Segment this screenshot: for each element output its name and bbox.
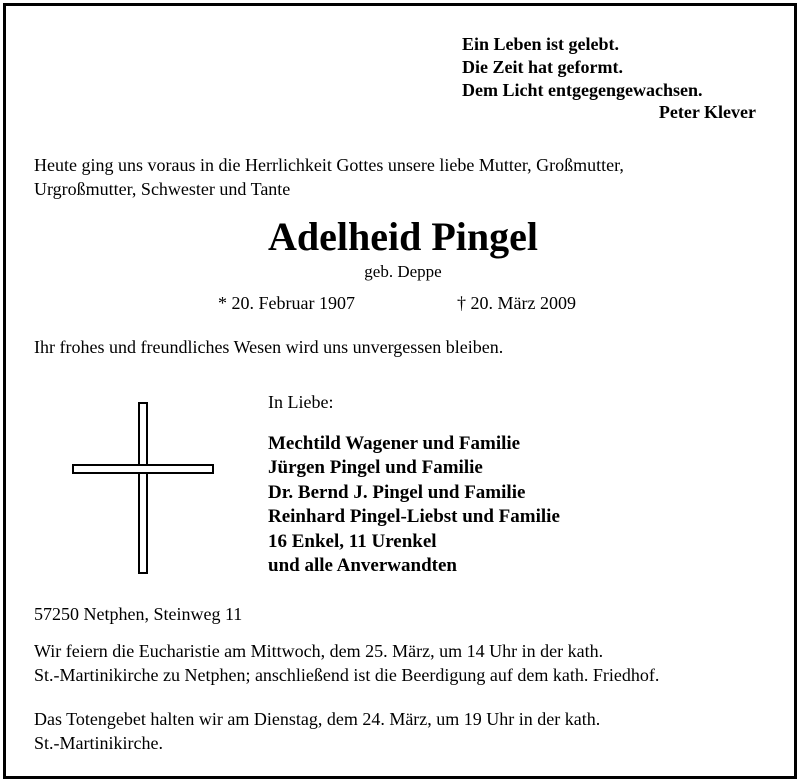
service-line: Wir feiern die Eucharistie am Mittwoch, dem 25. März, um 14 Uhr in der kath. <box>34 641 604 661</box>
birth-date: * 20. Februar 1907 <box>218 293 355 313</box>
family-address: 57250 Netphen, Steinweg 11 <box>34 604 243 624</box>
in-love-label: In Liebe: <box>268 392 334 412</box>
motto-line: Ein Leben ist gelebt. <box>462 34 620 54</box>
mourner-item: Jürgen Pingel und Familie <box>268 457 483 479</box>
announcement-text <box>34 153 774 201</box>
announcement-line: Urgroßmutter, Schwester und Tante <box>34 179 291 199</box>
cross-center <box>140 466 146 472</box>
obituary-notice <box>3 3 797 779</box>
cross-icon <box>72 402 216 574</box>
motto-line: Die Zeit hat geformt. <box>462 57 623 77</box>
mourner-item: Dr. Bernd J. Pingel und Familie <box>268 481 526 503</box>
funeral-service-info <box>34 639 659 687</box>
prayer-service-info <box>34 707 600 755</box>
maiden-name: geb. Deppe <box>364 262 442 281</box>
motto-line: Dem Licht entgegengewachsen. <box>462 80 703 100</box>
motto-verse <box>462 33 702 102</box>
mourner-item: Reinhard Pingel-Liebst und Familie <box>268 506 560 528</box>
cross-vertical-beam <box>138 402 148 574</box>
deceased-name: Adelheid Pingel <box>267 214 539 259</box>
mourner-item: Mechtild Wagener und Familie <box>268 433 521 454</box>
prayer-line: Das Totengebet halten wir am Dienstag, dem 24. März, um 19 Uhr in der kath. <box>34 709 601 729</box>
mourner-item: 16 Enkel, 11 Urenkel <box>268 530 437 552</box>
announcement-line: Heute ging uns voraus in die Herrlichkeit Gottes unsere liebe Mutter, Großmutter, <box>34 155 624 175</box>
mourners-list <box>268 432 560 578</box>
memorial-quote: Ihr frohes und freundliches Wesen wird uns unvergessen bleiben. <box>34 337 504 357</box>
prayer-line: St.-Martinikirche. <box>34 733 163 753</box>
mourner-item: und alle Anverwandten <box>268 555 457 577</box>
motto-author: Peter Klever <box>658 102 756 122</box>
service-line: St.-Martinikirche zu Netphen; anschließend ist die Beerdigung auf dem kath. Friedhof. <box>34 665 660 685</box>
death-date: † 20. März 2009 <box>457 293 576 313</box>
